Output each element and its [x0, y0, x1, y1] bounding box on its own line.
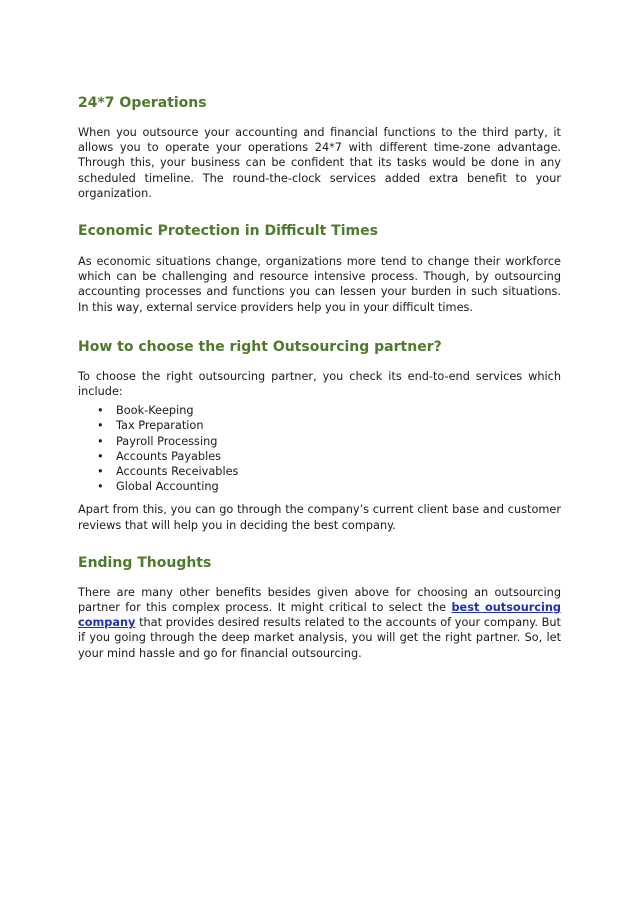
list-item	[78, 434, 561, 449]
list-item	[78, 403, 561, 418]
bullet-icon: •	[97, 434, 104, 448]
list-item-label: Tax Preparation	[116, 419, 204, 433]
bullet-icon: •	[97, 465, 104, 479]
list-item	[78, 464, 561, 479]
best-outsourcing-company-link[interactable]: best outsourcing company	[78, 601, 562, 630]
section-heading-economic-protection: Economic Protection in Difficult Times	[78, 223, 378, 240]
bullet-icon: •	[97, 404, 104, 418]
document-page	[78, 93, 561, 661]
bullet-icon: •	[97, 449, 104, 463]
services-list	[78, 403, 561, 494]
section-intro-choose-partner: To choose the right outsourcing partner, you check its end-to-end services which include:	[78, 369, 561, 399]
section-heading-ending-thoughts: Ending Thoughts	[78, 554, 212, 571]
list-item-label: Payroll Processing	[116, 434, 218, 448]
list-item-label: Global Accounting	[116, 480, 219, 494]
list-item	[78, 479, 561, 494]
section-body-operations: When you outsource your accounting and financial functions to the third party, it allows you to operate your operations 24*7 with different time-zone advantage. Through this, your business can be confident that its tasks would be done in any scheduled timeline. The round-the-clock services added extra benefit to your organization.	[78, 126, 561, 200]
list-item-label: Accounts Receivables	[116, 465, 239, 479]
list-item	[78, 449, 561, 464]
bullet-icon: •	[97, 419, 104, 433]
body-text-after-link: that provides desired results related to the accounts of your company. But if you going through the deep market analysis, you will get the right partner. So, let your mind hassle and go for financial outsourcing.	[78, 616, 561, 660]
section-heading-choose-partner: How to choose the right Outsourcing partner?	[78, 338, 442, 355]
list-item-label: Book-Keeping	[116, 404, 194, 418]
section-body-economic-protection: As economic situations change, organizations more tend to change their workforce which can be challenging and resource intensive process. Though, by outsourcing accounting processes and functions you can lessen your burden in such situations. In this way, external service providers help you in your difficult times.	[78, 255, 561, 314]
section-outro-choose-partner: Apart from this, you can go through the company’s current client base and customer reviews that will help you in deciding the best company.	[78, 503, 561, 532]
list-item	[78, 418, 561, 433]
section-heading-operations: 24*7 Operations	[78, 95, 207, 111]
bullet-icon: •	[97, 480, 104, 494]
body-text-before-link: There are many other benefits besides given above for choosing an outsourcing partner for this complex process. It might critical to select the	[78, 585, 561, 615]
list-item-label: Accounts Payables	[116, 449, 222, 463]
section-body-ending-thoughts	[78, 585, 561, 661]
